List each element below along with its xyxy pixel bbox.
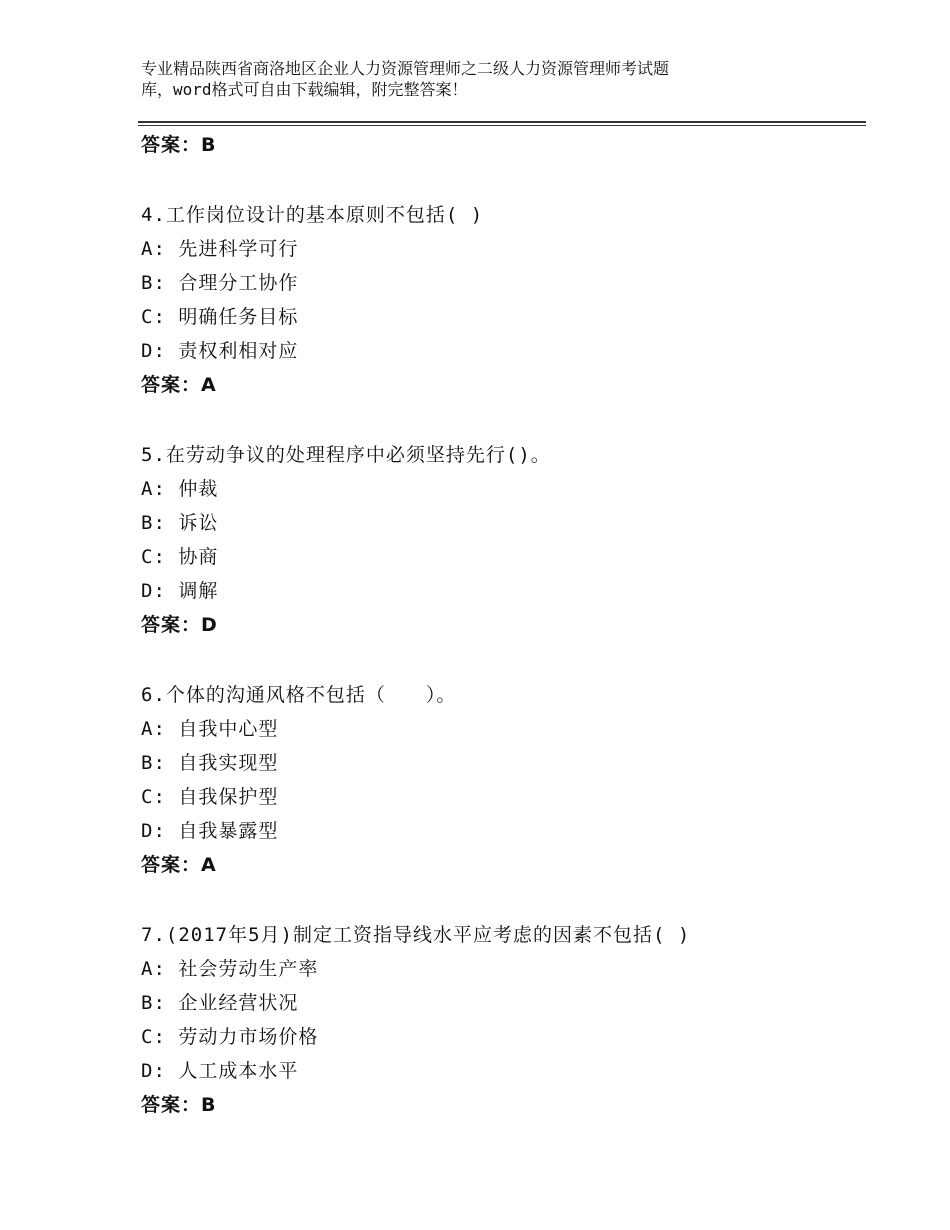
option-d: D: 自我暴露型 bbox=[141, 820, 279, 842]
option-c: C: 协商 bbox=[141, 546, 219, 568]
header-divider-thick bbox=[138, 121, 866, 123]
answer-label: 答案： bbox=[141, 1094, 202, 1116]
option-b: B: 自我实现型 bbox=[141, 752, 279, 774]
question-stem: 6.个体的沟通风格不包括（ ）。 bbox=[141, 684, 457, 706]
question-list bbox=[141, 128, 861, 1122]
option-b: B: 企业经营状况 bbox=[141, 992, 299, 1014]
option-c: C: 明确任务目标 bbox=[141, 306, 299, 328]
header-title-line-1: 专业精品陕西省商洛地区企业人力资源管理师之二级人力资源管理师考试题 bbox=[141, 59, 670, 78]
answer-value: A bbox=[201, 374, 217, 396]
option-d: D: 人工成本水平 bbox=[141, 1060, 299, 1082]
question-answer bbox=[141, 608, 861, 642]
answer-label: 答案： bbox=[141, 374, 202, 396]
option-b: B: 合理分工协作 bbox=[141, 272, 299, 294]
option-a: A: 社会劳动生产率 bbox=[141, 958, 319, 980]
question-answer bbox=[141, 848, 861, 882]
option-d: D: 调解 bbox=[141, 580, 219, 602]
answer-value: B bbox=[201, 1094, 217, 1116]
question-4 bbox=[141, 198, 861, 402]
option-b: B: 诉讼 bbox=[141, 512, 219, 534]
answer-value: B bbox=[201, 134, 217, 156]
option-a: A: 自我中心型 bbox=[141, 718, 279, 740]
option-a: A: 仲裁 bbox=[141, 478, 219, 500]
question-5 bbox=[141, 438, 861, 642]
page-header bbox=[141, 58, 781, 100]
answer-value: A bbox=[201, 854, 217, 876]
question-answer bbox=[141, 1088, 861, 1122]
header-title-line-2: 库，word格式可自由下载编辑，附完整答案！ bbox=[141, 80, 468, 99]
previous-question-answer bbox=[141, 128, 861, 162]
question-6 bbox=[141, 678, 861, 882]
option-c: C: 劳动力市场价格 bbox=[141, 1026, 319, 1048]
question-7 bbox=[141, 918, 861, 1122]
answer-value: D bbox=[201, 614, 218, 636]
option-a: A: 先进科学可行 bbox=[141, 238, 299, 260]
answer-label: 答案： bbox=[141, 614, 202, 636]
answer-label: 答案： bbox=[141, 134, 202, 156]
option-d: D: 责权利相对应 bbox=[141, 340, 299, 362]
header-divider bbox=[138, 121, 866, 126]
question-stem: 7.(2017年5月)制定工资指导线水平应考虑的因素不包括( ) bbox=[141, 924, 691, 946]
answer-label: 答案： bbox=[141, 854, 202, 876]
question-stem: 4.工作岗位设计的基本原则不包括( ) bbox=[141, 204, 484, 226]
header-divider-thin bbox=[138, 125, 866, 126]
question-answer bbox=[141, 368, 861, 402]
question-stem: 5.在劳动争议的处理程序中必须坚持先行()。 bbox=[141, 444, 551, 466]
option-c: C: 自我保护型 bbox=[141, 786, 279, 808]
